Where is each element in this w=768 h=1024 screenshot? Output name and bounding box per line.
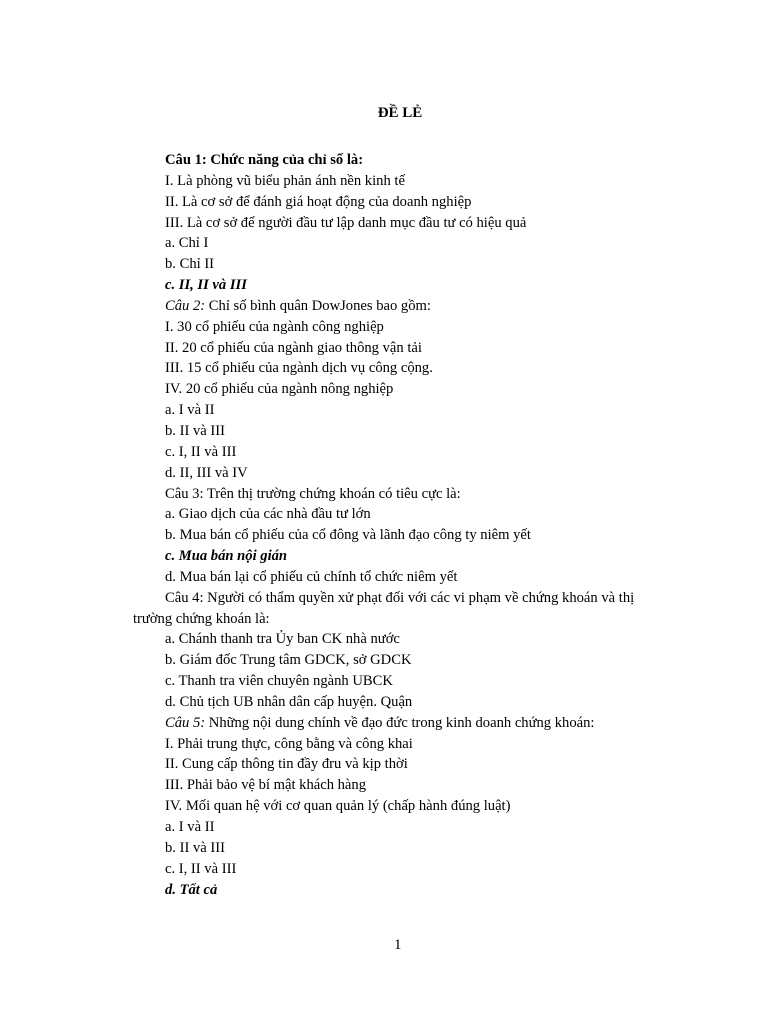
q2-option-c: c. I, II và III — [165, 443, 237, 460]
question-4: Câu 4: Người có thẩm quyền xử phạt đối với các vi phạm về chứng khoán và thị — [165, 589, 635, 606]
q2-label: Câu 2: — [165, 297, 206, 314]
q1-statement-2: II. Là cơ sở để đánh giá hoạt động của doanh nghiệp — [165, 193, 472, 210]
q4-option-c: c. Thanh tra viên chuyên ngành UBCK — [165, 673, 393, 690]
question-list — [133, 150, 685, 900]
q5-option-a: a. I và II — [165, 819, 215, 835]
q1-option-b: b. Chỉ II — [165, 256, 215, 273]
question-1: Câu 1: Chức năng của chỉ số là: — [165, 152, 364, 168]
q5-statement-4: IV. Mối quan hệ với cơ quan quản lý (chấp hành đúng luật) — [165, 798, 511, 815]
page-number: 1 — [394, 937, 402, 953]
q1-option-c-answer: c. II, II và III — [165, 277, 247, 294]
q4-option-b: b. Giám đốc Trung tâm GDCK, sở GDCK — [165, 652, 412, 669]
q3-option-b: b. Mua bán cổ phiếu của cổ đông và lãnh đạo công ty niêm yết — [165, 527, 531, 544]
q5-statement-3: III. Phải bảo vệ bí mật khách hàng — [165, 777, 367, 794]
q5-statement-2: II. Cung cấp thông tin đầy đru và kịp thời — [165, 756, 408, 773]
question-2 — [165, 296, 685, 317]
q5-statement-1: I. Phải trung thực, công bằng và công khai — [165, 735, 413, 752]
q5-option-b: b. II và III — [165, 839, 225, 856]
q3-option-a: a. Giao dịch của các nhà đầu tư lớn — [165, 506, 371, 523]
document-title: ĐỀ LẺ — [377, 105, 423, 121]
q1-option-a: a. Chỉ I — [165, 235, 209, 252]
q2-statement-1: I. 30 cổ phiếu của ngành công nghiệp — [165, 318, 384, 335]
q2-statement-3: III. 15 cổ phiếu của ngành dịch vụ công cộng. — [165, 360, 433, 377]
question-3: Câu 3: Trên thị trường chứng khoán có tiêu cực là: — [165, 485, 461, 502]
question-5 — [165, 713, 685, 734]
q4-option-d: d. Chủ tịch UB nhân dân cấp huyện. Quận — [165, 693, 413, 710]
q3-option-d: d. Mua bán lại cổ phiếu củ chính tổ chức niêm yết — [165, 568, 458, 585]
q1-statement-1: I. Là phòng vũ biểu phản ánh nền kinh tế — [165, 172, 405, 189]
q2-text: Chỉ số bình quân DowJones bao gồm: — [205, 297, 431, 314]
q3-option-c-answer: c. Mua bán nội gián — [165, 548, 288, 565]
q5-text: Những nội dung chính về đạo đức trong kinh doanh chứng khoán: — [205, 714, 595, 731]
q2-statement-4: IV. 20 cổ phiếu của ngành nông nghiệp — [165, 381, 394, 398]
q4-option-a: a. Chánh thanh tra Ủy ban CK nhà nước — [165, 631, 400, 648]
q1-statement-3: III. Là cơ sở để người đầu tư lập danh mục đầu tư có hiệu quả — [165, 214, 527, 231]
q2-option-b: b. II và III — [165, 422, 225, 439]
q2-option-a: a. I và II — [165, 402, 215, 419]
question-4-continued: trường chứng khoán là: — [133, 610, 270, 627]
q2-statement-2: II. 20 cổ phiếu của ngành giao thông vận tải — [165, 339, 422, 356]
q5-option-d-answer: d. Tất cả — [165, 881, 218, 898]
q2-option-d: d. II, III và IV — [165, 464, 248, 481]
q5-option-c: c. I, II và III — [165, 860, 237, 877]
q5-label: Câu 5: — [165, 714, 206, 731]
